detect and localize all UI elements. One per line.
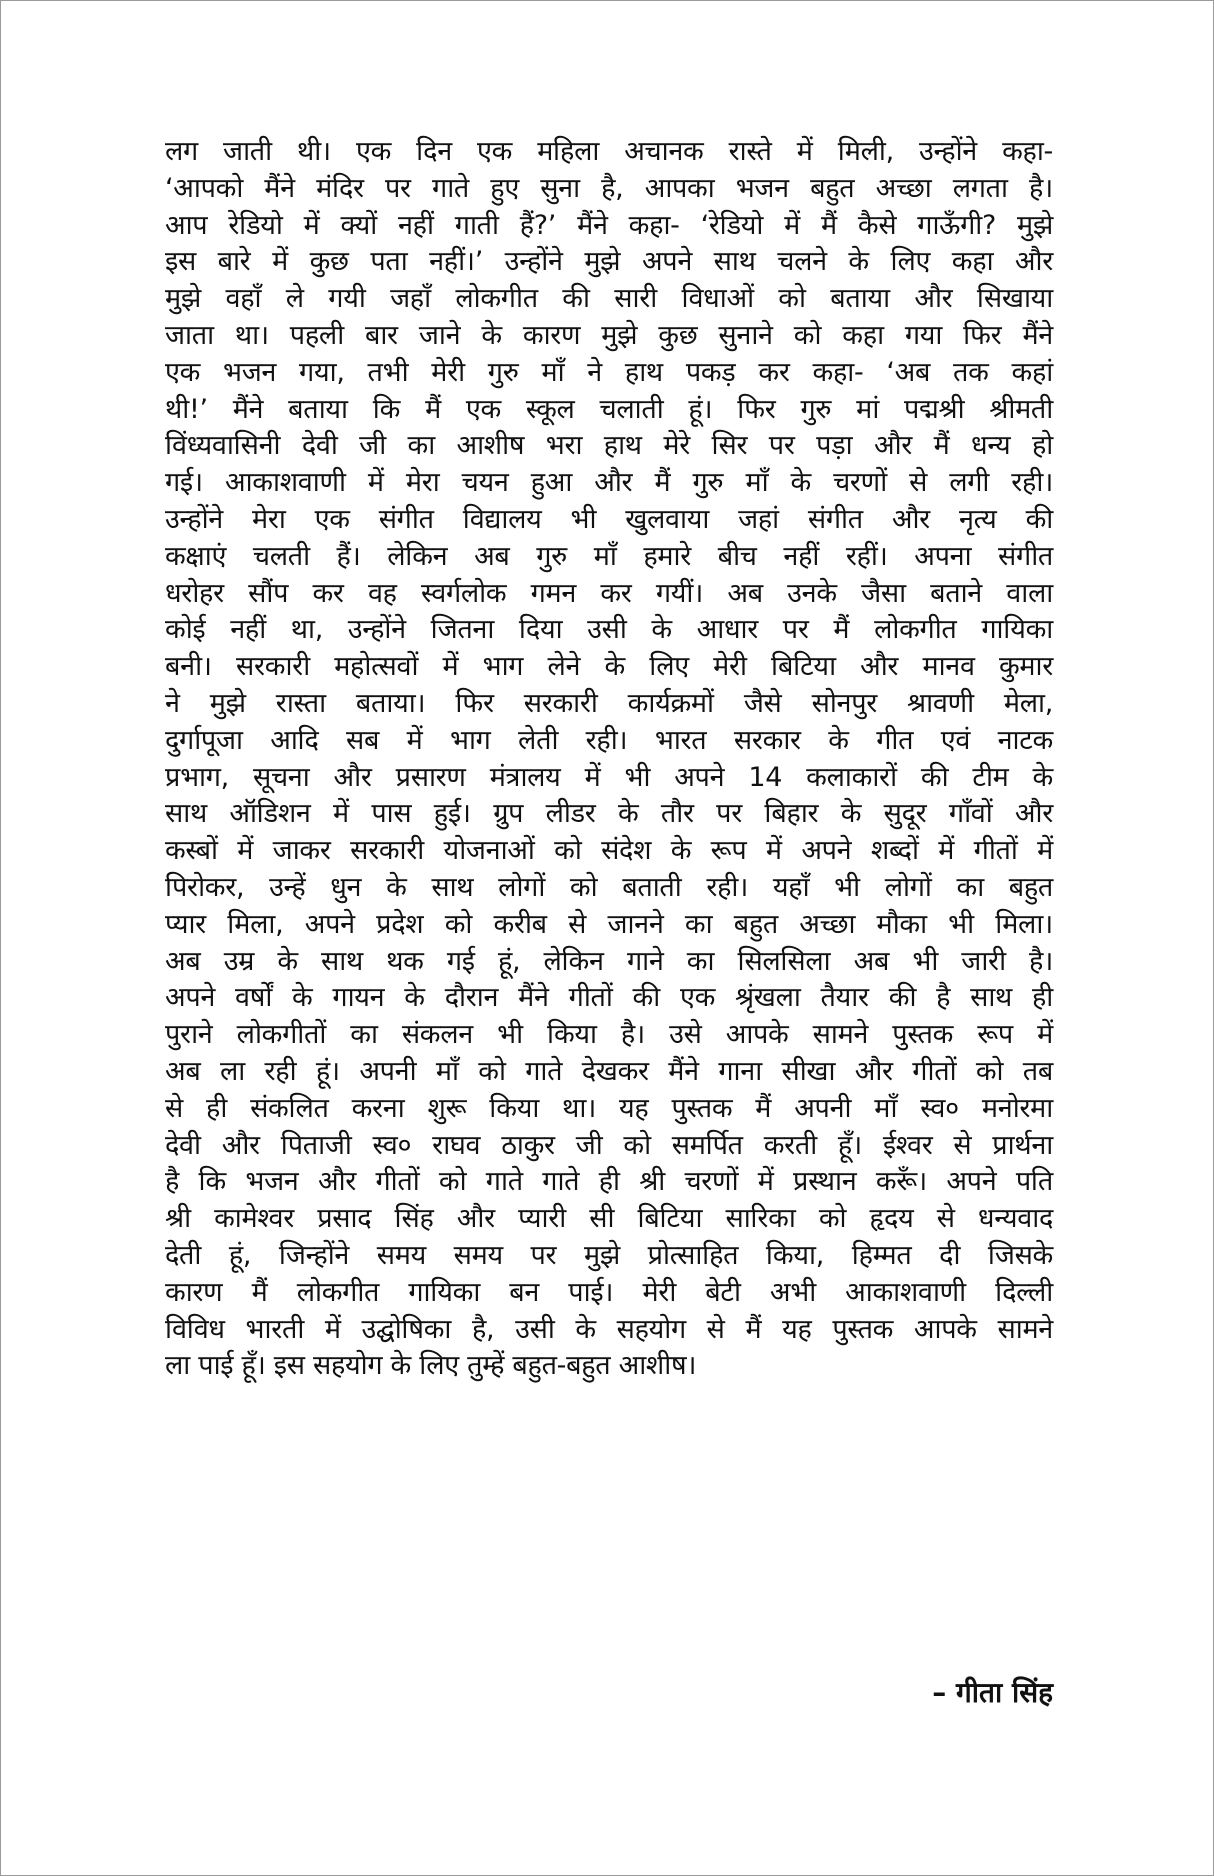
text-line: पुराने लोकगीतों का संकलन भी किया है। उसे आपके सामने पुस्तक रूप में [165, 1019, 1053, 1051]
text-line: विविध भारती में उद्घोषिका है, उसी के सहयोग से मैं यह पुस्तक आपके सामने [165, 1313, 1053, 1345]
text-line: साथ ऑडिशन में पास हुई। ग्रुप लीडर के तौर पर बिहार के सुदूर गाँवों और [165, 798, 1053, 830]
text-line: बनी। सरकारी महोत्सवों में भाग लेने के लिए मेरी बिटिया और मानव कुमार [165, 651, 1053, 683]
text-line: देती हूं, जिन्होंने समय समय पर मुझे प्रोत्साहित किया, हिम्मत दी जिसके [165, 1239, 1053, 1271]
text-line: थी!’ मैंने बताया कि मैं एक स्कूल चलाती हूं। फिर गुरु मां पद्मश्री श्रीमती [165, 393, 1053, 425]
text-line: ने मुझे रास्ता बताया। फिर सरकारी कार्यक्रमों जैसे सोनपुर श्रावणी मेला, [165, 687, 1053, 719]
text-line: कक्षाएं चलती हैं। लेकिन अब गुरु माँ हमारे बीच नहीं रहीं। अपना संगीत [165, 540, 1053, 572]
text-line: है कि भजन और गीतों को गाते गाते ही श्री चरणों में प्रस्थान करूँ। अपने पति [165, 1166, 1053, 1198]
text-line: आप रेडियो में क्यों नहीं गाती हैं?’ मैंने कहा- ‘रेडियो में मैं कैसे गाऊँगी? मुझे [165, 209, 1053, 241]
text-line: इस बारे में कुछ पता नहीं।’ उन्होंने मुझे अपने साथ चलने के लिए कहा और [165, 246, 1053, 278]
body-text [165, 134, 1053, 1385]
text-line: कस्बों में जाकर सरकारी योजनाओं को संदेश के रूप में अपने शब्दों में गीतों में [165, 835, 1053, 867]
text-line: मुझे वहाँ ले गयी जहाँ लोकगीत की सारी विधाओं को बताया और सिखाया [165, 283, 1054, 315]
text-line: श्री कामेश्वर प्रसाद सिंह और प्यारी सी बिटिया सारिका को हृदय से धन्यवाद [165, 1203, 1053, 1235]
text-line: लग जाती थी। एक दिन एक महिला अचानक रास्ते में मिली, उन्होंने कहा- [165, 136, 1053, 167]
text-line: ला पाई हूँ। इस सहयोग के लिए तुम्हें बहुत-बहुत आशीष। [165, 1350, 697, 1382]
text-line: अब उम्र के साथ थक गई हूं, लेकिन गाने का सिलसिला अब भी जारी है। [165, 945, 1053, 977]
text-line: से ही संकलित करना शुरू किया था। यह पुस्तक मैं अपनी माँ स्व० मनोरमा [165, 1092, 1053, 1124]
text-line: कारण मैं लोकगीत गायिका बन पाई। मेरी बेटी अभी आकाशवाणी दिल्ली [165, 1276, 1053, 1308]
text-line: देवी और पिताजी स्व० राघव ठाकुर जी को समर्पित करती हूँ। ईश्वर से प्रार्थना [165, 1129, 1053, 1161]
text-line: धरोहर सौंप कर वह स्वर्गलोक गमन कर गयीं। अब उनके जैसा बताने वाला [165, 577, 1053, 609]
text-line: गई। आकाशवाणी में मेरा चयन हुआ और मैं गुरु माँ के चरणों से लगी रही। [165, 467, 1053, 499]
text-line: ‘आपको मैंने मंदिर पर गाते हुए सुना है, आपका भजन बहुत अच्छा लगता है। [165, 172, 1053, 204]
text-line: कोई नहीं था, उन्होंने जितना दिया उसी के आधार पर मैं लोकगीत गायिका [165, 614, 1053, 646]
text-line: एक भजन गया, तभी मेरी गुरु माँ ने हाथ पकड़ कर कहा- ‘अब तक कहां [165, 356, 1053, 388]
text-line: दुर्गापूजा आदि सब में भाग लेती रही। भारत सरकार के गीत एवं नाटक [165, 724, 1053, 756]
text-line: प्रभाग, सूचना और प्रसारण मंत्रालय में भी अपने 14 कलाकारों की टीम के [165, 761, 1053, 793]
text-line: उन्होंने मेरा एक संगीत विद्यालय भी खुलवाया जहां संगीत और नृत्य की [165, 503, 1053, 535]
text-line: विंध्यवासिनी देवी जी का आशीष भरा हाथ मेरे सिर पर पड़ा और मैं धन्य हो [165, 430, 1053, 462]
text-line: पिरोकर, उन्हें धुन के साथ लोगों को बताती रही। यहाँ भी लोगों का बहुत [165, 871, 1053, 903]
text-line: अपने वर्षों के गायन के दौरान मैंने गीतों की एक श्रृंखला तैयार की है साथ ही [165, 982, 1053, 1014]
text-line: जाता था। पहली बार जाने के कारण मुझे कुछ सुनाने को कहा गया फिर मैंने [165, 319, 1053, 351]
text-line: अब ला रही हूं। अपनी माँ को गाते देखकर मैंने गाना सीखा और गीतों को तब [165, 1055, 1053, 1087]
text-line: प्यार मिला, अपने प्रदेश को करीब से जानने का बहुत अच्छा मौका भी मिला। [165, 908, 1053, 940]
author-signature: – गीता सिंह [932, 1676, 1053, 1709]
